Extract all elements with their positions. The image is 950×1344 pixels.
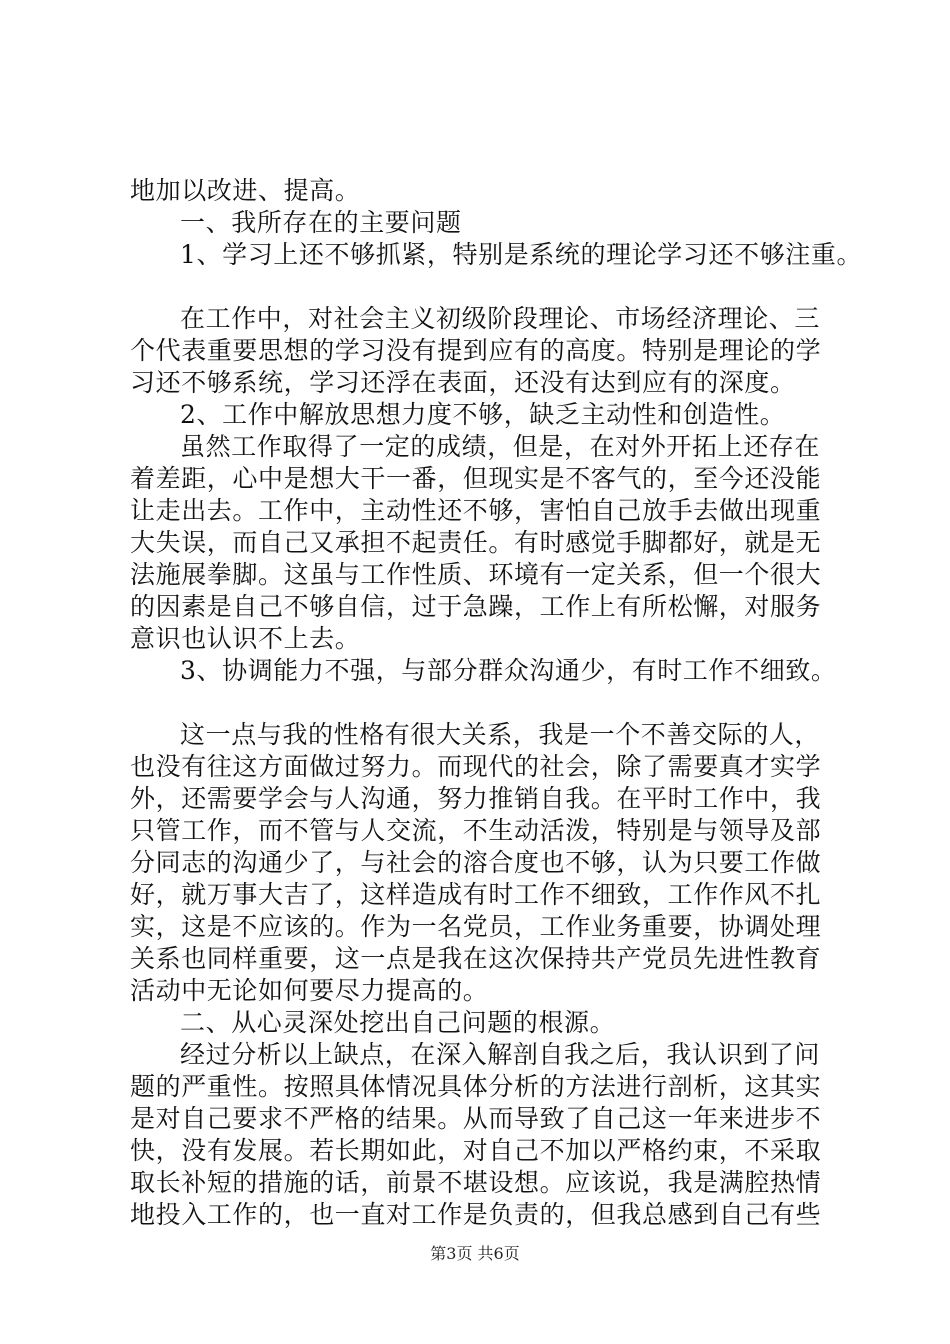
subsection-heading: 3、协调能力不强，与部分群众沟通少，有时工作不细致。 — [180, 656, 837, 685]
text-line: 的因素是自己不够自信，过于急躁，工作上有所松懈，对服务 — [130, 592, 822, 621]
text-line: 意识也认识不上去。 — [130, 624, 361, 653]
text-line: 好，就万事大吉了，这样造成有时工作不细致，工作作风不扎 — [130, 880, 822, 909]
text-line: 习还不够系统，学习还浮在表面，还没有达到应有的深度。 — [130, 368, 796, 397]
text-line: 是对自己要求不严格的结果。从而导致了自己这一年来进步不 — [130, 1104, 822, 1133]
subsection-heading: 2、工作中解放思想力度不够，缺乏主动性和创造性。 — [180, 400, 786, 429]
text-line: 经过分析以上缺点，在深入解剖自我之后，我认识到了问 — [180, 1040, 821, 1069]
text-line: 题的严重性。按照具体情况具体分析的方法进行剖析，这其实 — [130, 1072, 822, 1101]
text-line: 只管工作，而不管与人交流，不生动活泼，特别是与领导及部 — [130, 816, 822, 845]
text-line: 关系也同样重要，这一点是我在这次保持共产党员先进性教育 — [130, 944, 822, 973]
subsection-heading: 1、学习上还不够抓紧，特别是系统的理论学习还不够注重。 — [180, 240, 863, 269]
text-line: 让走出去。工作中，主动性还不够，害怕自己放手去做出现重 — [130, 496, 822, 525]
section-heading: 二、从心灵深处挖出自己问题的根源。 — [180, 1008, 616, 1037]
text-line: 分同志的沟通少了，与社会的溶合度也不够，认为只要工作做 — [130, 848, 822, 877]
text-line: 法施展拳脚。这虽与工作性质、环境有一定关系，但一个很大 — [130, 560, 822, 589]
section-heading: 一、我所存在的主要问题 — [180, 208, 462, 237]
text-line: 这一点与我的性格有很大关系，我是一个不善交际的人， — [180, 720, 821, 749]
text-line: 外，还需要学会与人沟通，努力推销自我。在平时工作中，我 — [130, 784, 822, 813]
text-line: 取长补短的措施的话，前景不堪设想。应该说，我是满腔热情 — [130, 1168, 822, 1197]
text-line: 实，这是不应该的。作为一名党员，工作业务重要，协调处理 — [130, 912, 822, 941]
text-line: 着差距，心中是想大干一番，但现实是不客气的，至今还没能 — [130, 464, 822, 493]
text-line: 快，没有发展。若长期如此，对自己不加以严格约束，不采取 — [130, 1136, 822, 1165]
text-line: 在工作中，对社会主义初级阶段理论、市场经济理论、三 — [180, 304, 821, 333]
text-line: 个代表重要思想的学习没有提到应有的高度。特别是理论的学 — [130, 336, 822, 365]
text-line: 大失误，而自己又承担不起责任。有时感觉手脚都好，就是无 — [130, 528, 822, 557]
text-line: 活动中无论如何要尽力提高的。 — [130, 976, 489, 1005]
text-line: 地加以改进、提高。 — [130, 176, 361, 205]
text-line: 虽然工作取得了一定的成绩，但是，在对外开拓上还存在 — [180, 432, 821, 461]
text-line: 也没有往这方面做过努力。而现代的社会，除了需要真才实学 — [130, 752, 822, 781]
text-line: 地投入工作的，也一直对工作是负责的，但我总感到自己有些 — [130, 1200, 822, 1229]
page-number-footer: 第3页 共6页 — [430, 1244, 520, 1263]
